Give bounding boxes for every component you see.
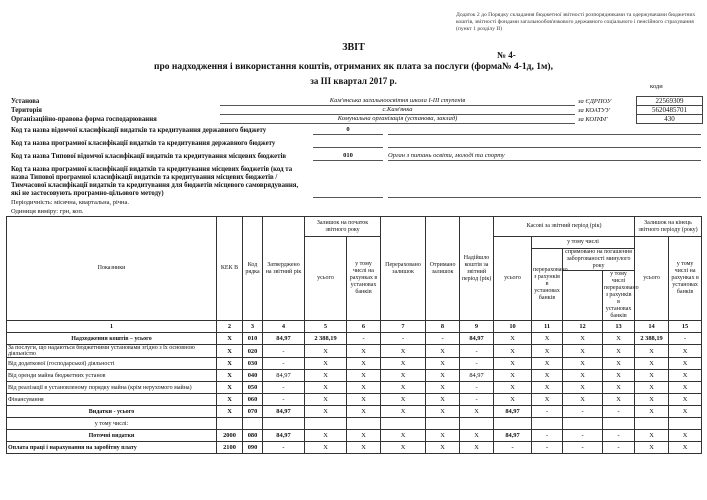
table-cell: 010 xyxy=(243,333,263,345)
table-cell: X xyxy=(669,406,702,418)
code-edrpou: 22569309 xyxy=(636,96,703,106)
class-code-program xyxy=(313,139,383,148)
col-number: 8 xyxy=(426,321,460,333)
table-cell: - xyxy=(563,442,603,454)
class-code-local-program xyxy=(313,189,383,198)
table-cell: X xyxy=(381,382,426,394)
table-cell: X xyxy=(305,345,347,358)
table-cell: - xyxy=(669,333,702,345)
table-cell: X xyxy=(217,358,243,370)
col-number: 9 xyxy=(460,321,494,333)
class-label-program: Код та назва програмної класифікації видатків та кредитування державного бюджету xyxy=(11,140,276,147)
table-cell: X xyxy=(426,358,460,370)
field-label-territory: Територія xyxy=(11,107,42,114)
table-cell xyxy=(263,418,305,430)
col-header-kekv: КЕК В xyxy=(217,217,243,321)
table-row xyxy=(7,370,702,382)
col-header-approved: Затверджено на звітний рік xyxy=(263,217,305,321)
table-cell: X xyxy=(669,430,702,442)
table-cell: 070 xyxy=(243,406,263,418)
col-header-transferred: Перераховано залишок xyxy=(381,217,426,321)
col-number: 10 xyxy=(494,321,532,333)
class-name-program xyxy=(388,139,701,148)
col-number: 2 xyxy=(217,321,243,333)
code-kopfg: 430 xyxy=(636,114,703,124)
table-cell: X xyxy=(460,430,494,442)
table-cell: 84,97 xyxy=(263,333,305,345)
table-cell xyxy=(243,418,263,430)
table-cell: X xyxy=(635,358,669,370)
table-cell: X xyxy=(563,382,603,394)
table-cell: X xyxy=(635,442,669,454)
table-cell: X xyxy=(635,382,669,394)
table-cell: 84,97 xyxy=(263,406,305,418)
table-cell xyxy=(460,418,494,430)
table-cell: X xyxy=(460,406,494,418)
report-title: ЗВІТ xyxy=(342,42,365,53)
table-cell: X xyxy=(635,345,669,358)
table-cell: - xyxy=(563,430,603,442)
col-number: 3 xyxy=(243,321,263,333)
table-cell: X xyxy=(603,370,635,382)
table-cell: X xyxy=(603,382,635,394)
table-cell: 84,97 xyxy=(263,430,305,442)
table-cell: 2000 xyxy=(217,430,243,442)
table-cell: X xyxy=(305,442,347,454)
class-name-dept xyxy=(388,126,701,135)
table-cell: X xyxy=(494,358,532,370)
table-cell: X xyxy=(635,406,669,418)
table-cell: X xyxy=(563,394,603,406)
table-cell: - xyxy=(263,442,305,454)
table-cell: X xyxy=(426,430,460,442)
table-cell: 84,97 xyxy=(263,370,305,382)
table-cell: X xyxy=(381,370,426,382)
table-cell: X xyxy=(305,382,347,394)
col-number: 6 xyxy=(347,321,381,333)
table-cell xyxy=(603,418,635,430)
col-header-directed-debt: спрямовано на погашення заборгованості минулого року xyxy=(563,249,635,271)
table-cell: X xyxy=(305,394,347,406)
table-cell: X xyxy=(532,358,563,370)
row-name-cell: Видатки - усього xyxy=(7,406,217,418)
table-cell xyxy=(494,418,532,430)
table-cell: X xyxy=(494,370,532,382)
table-cell: X xyxy=(347,430,381,442)
table-cell: X xyxy=(532,382,563,394)
table-cell: - xyxy=(563,406,603,418)
table-cell: 030 xyxy=(243,358,263,370)
table-cell: X xyxy=(532,394,563,406)
table-cell xyxy=(305,418,347,430)
table-cell: X xyxy=(381,442,426,454)
table-cell: X xyxy=(532,370,563,382)
table-cell: 2 388,19 xyxy=(305,333,347,345)
table-cell: 84,97 xyxy=(494,406,532,418)
table-cell: X xyxy=(494,382,532,394)
row-name-cell: Фінансування xyxy=(7,394,217,406)
col-header-cash-total: усього xyxy=(494,237,532,321)
col-number: 1 xyxy=(7,321,217,333)
col-header-end-balance: Залишок на кінець звітного періоду (року) xyxy=(635,217,702,237)
table-cell: 2 388,19 xyxy=(635,333,669,345)
table-row xyxy=(7,382,702,394)
table-cell: X xyxy=(669,370,702,382)
table-cell: X xyxy=(603,333,635,345)
col-number: 12 xyxy=(563,321,603,333)
report-period: за III квартал 2017 р. xyxy=(310,76,397,86)
table-cell: X xyxy=(460,442,494,454)
unit-of-measure: Одиниця виміру: грн, коп. xyxy=(11,208,84,215)
field-label-ownership: Організаційно-правова форма господарювання xyxy=(11,116,157,123)
row-name-cell: За послуги, що надаються бюджетними установами згідно з їх основною діяльністю xyxy=(7,345,217,358)
field-label-institution: Установа xyxy=(11,98,40,105)
table-cell: X xyxy=(217,345,243,358)
table-cell: X xyxy=(426,382,460,394)
table-cell xyxy=(532,418,563,430)
table-cell: X xyxy=(381,406,426,418)
col-header-name: Показники xyxy=(7,217,217,321)
table-cell: X xyxy=(381,394,426,406)
col-header-start-total: усього xyxy=(305,237,347,321)
field-value-institution: Кам'янська загальноосвітня школа І-ІІІ ступенів xyxy=(220,97,575,106)
table-cell: 040 xyxy=(243,370,263,382)
table-cell: - xyxy=(532,442,563,454)
table-cell: X xyxy=(563,358,603,370)
row-name-cell: у тому числі: xyxy=(7,418,217,430)
table-cell: X xyxy=(217,333,243,345)
codes-header: коди xyxy=(650,83,663,90)
table-cell: - xyxy=(426,333,460,345)
table-cell: X xyxy=(426,442,460,454)
row-name-cell: Надходження коштів – усього xyxy=(7,333,217,345)
class-code-dept: 0 xyxy=(313,126,383,135)
table-cell: - xyxy=(460,358,494,370)
table-row xyxy=(7,394,702,406)
table-cell: X xyxy=(669,345,702,358)
table-cell: X xyxy=(217,394,243,406)
class-label-dept: Код та назва відомчої класифікації видатків та кредитування державного бюджету xyxy=(11,127,267,134)
table-cell: X xyxy=(217,370,243,382)
report-subtitle: про надходження і використання коштів, отриманих як плата за послуги (форма№ 4-1д, 1м), xyxy=(154,62,553,72)
table-cell: - xyxy=(532,406,563,418)
table-cell: X xyxy=(347,358,381,370)
table-cell: - xyxy=(460,382,494,394)
table-cell: - xyxy=(263,382,305,394)
col-header-incl-from-acc: у тому числі перераховано з рахунків в установах банків xyxy=(604,271,639,319)
field-value-territory: с.Кам'янка xyxy=(220,106,575,115)
row-name-cell: Оплата праці і нарахування на заробітну плату xyxy=(7,442,217,454)
table-cell xyxy=(635,418,669,430)
col-header-start-balance: Залишок на початок звітного року xyxy=(305,217,381,237)
col-number: 13 xyxy=(603,321,635,333)
table-cell: X xyxy=(381,430,426,442)
row-name-cell: Від додаткової (господарської) діяльності xyxy=(7,358,217,370)
periodicity: Періодичність: місячна, квартальна, річна. xyxy=(11,199,130,206)
code-label-koatuu: за КОАТУУ xyxy=(578,107,610,114)
table-cell: 84,97 xyxy=(460,333,494,345)
table-row xyxy=(7,333,702,345)
col-number: 15 xyxy=(669,321,702,333)
table-cell: - xyxy=(263,358,305,370)
table-cell: - xyxy=(603,442,635,454)
table-cell: X xyxy=(305,370,347,382)
table-cell: X xyxy=(563,345,603,358)
table-cell: X xyxy=(347,370,381,382)
table-cell: X xyxy=(305,430,347,442)
table-cell: 080 xyxy=(243,430,263,442)
table-cell xyxy=(347,418,381,430)
table-cell: 84,97 xyxy=(494,430,532,442)
table-cell: X xyxy=(426,345,460,358)
table-cell: X xyxy=(635,430,669,442)
table-row xyxy=(7,442,702,454)
row-name-cell: Поточні видатки xyxy=(7,430,217,442)
table-cell xyxy=(217,418,243,430)
row-name-cell: Від реалізації в установленому порядку майна (крім нерухомого майна) xyxy=(7,382,217,394)
table-cell: X xyxy=(669,442,702,454)
table-cell: X xyxy=(563,370,603,382)
col-header-start-incl: у тому числі на рахунках в установах банків xyxy=(347,237,381,321)
class-name-typical: Орган з питань освіти, молоді та спорту xyxy=(388,152,701,161)
table-cell: - xyxy=(263,345,305,358)
table-cell xyxy=(563,418,603,430)
code-label-edrpou: за ЄДРПОУ xyxy=(578,98,612,105)
table-cell: 2100 xyxy=(217,442,243,454)
table-cell: X xyxy=(217,406,243,418)
col-number: 11 xyxy=(532,321,563,333)
table-cell: X xyxy=(669,382,702,394)
table-cell: X xyxy=(347,382,381,394)
table-cell: X xyxy=(426,370,460,382)
code-koatuu: 5620485701 xyxy=(636,105,703,115)
col-number: 7 xyxy=(381,321,426,333)
col-header-transferred-from-acc: перераховано з рахунків в установах банків xyxy=(532,249,563,321)
table-cell: X xyxy=(669,394,702,406)
table-cell: - xyxy=(494,442,532,454)
table-cell: 84,97 xyxy=(460,370,494,382)
table-cell: X xyxy=(669,358,702,370)
col-header-row-code: Код рядка xyxy=(243,217,263,321)
table-cell: - xyxy=(381,333,426,345)
table-cell: X xyxy=(426,406,460,418)
table-row xyxy=(7,358,702,370)
table-row xyxy=(7,418,702,430)
class-name-local-program xyxy=(388,189,701,198)
table-cell: X xyxy=(347,394,381,406)
table-cell: X xyxy=(494,394,532,406)
table-cell: X xyxy=(635,370,669,382)
report-table xyxy=(6,216,702,454)
table-cell: X xyxy=(532,345,563,358)
table-cell: X xyxy=(347,345,381,358)
table-cell: X xyxy=(494,345,532,358)
form-appendix-note: Додаток 2 до Порядку складання бюджетної звітності розпорядниками та одержувачами бюджетних коштів, звітності фондами загальнообов'язкового державного соціального і пенсійного страхування (пункт 1 розділу II) xyxy=(456,12,696,32)
col-header-received-funds: Надійшло коштів за звітний період (рік) xyxy=(460,217,494,321)
table-row xyxy=(7,345,702,358)
table-cell: X xyxy=(603,394,635,406)
table-cell: X xyxy=(305,406,347,418)
table-cell: X xyxy=(381,358,426,370)
table-cell: X xyxy=(635,394,669,406)
class-label-typical: Код та назва Типової відомчої класифікації видатків та кредитування місцевих бюджетів xyxy=(11,153,287,160)
table-cell: 020 xyxy=(243,345,263,358)
table-cell: - xyxy=(603,430,635,442)
class-code-typical: 010 xyxy=(313,152,383,161)
table-cell: X xyxy=(563,333,603,345)
table-cell xyxy=(426,418,460,430)
table-row xyxy=(7,430,702,442)
col-header-end-incl: у тому числі на рахунках в установах банків xyxy=(669,237,702,321)
col-number: 4 xyxy=(263,321,305,333)
table-cell: 050 xyxy=(243,382,263,394)
col-header-incl: у тому числі xyxy=(532,237,635,249)
table-cell: X xyxy=(603,358,635,370)
table-cell: X xyxy=(426,394,460,406)
table-cell: - xyxy=(532,430,563,442)
table-cell: - xyxy=(347,333,381,345)
col-header-received-balance: Отримано залишок xyxy=(426,217,460,321)
col-numbers-row xyxy=(7,321,702,333)
table-cell: 060 xyxy=(243,394,263,406)
table-cell: X xyxy=(217,382,243,394)
table-cell: X xyxy=(305,358,347,370)
col-header-end-total: усього xyxy=(635,237,669,321)
row-name-cell: Від оренди майна бюджетних установ xyxy=(7,370,217,382)
code-label-kopfg: за КОПФГ xyxy=(578,116,608,123)
class-label-local-program: Код та назва програмної класифікації видатків та кредитування місцевих бюджетів (код та назва Типової програмної класифікації видатків та кредитування місцевих бюджетів / Тимчасової класифікації видатків та кредитування для бюджетів місцевого самоврядування, які не застосовують програмно-цільового методу) xyxy=(11,166,299,197)
table-cell: X xyxy=(532,333,563,345)
col-number: 14 xyxy=(635,321,669,333)
table-cell xyxy=(669,418,702,430)
form-number: № 4- xyxy=(497,50,516,60)
table-cell: X xyxy=(381,345,426,358)
table-cell: - xyxy=(460,394,494,406)
table-cell xyxy=(381,418,426,430)
table-cell: - xyxy=(263,394,305,406)
col-number: 5 xyxy=(305,321,347,333)
table-cell: - xyxy=(603,406,635,418)
col-header-cash-expenses: Касові за звітний період (рік) xyxy=(494,217,635,237)
table-row xyxy=(7,406,702,418)
field-value-ownership: Комунальна організація (установа, заклад) xyxy=(220,115,575,124)
table-cell: - xyxy=(460,345,494,358)
table-cell: X xyxy=(603,345,635,358)
table-cell: X xyxy=(494,333,532,345)
table-cell: 090 xyxy=(243,442,263,454)
table-cell: X xyxy=(347,406,381,418)
table-cell: X xyxy=(347,442,381,454)
